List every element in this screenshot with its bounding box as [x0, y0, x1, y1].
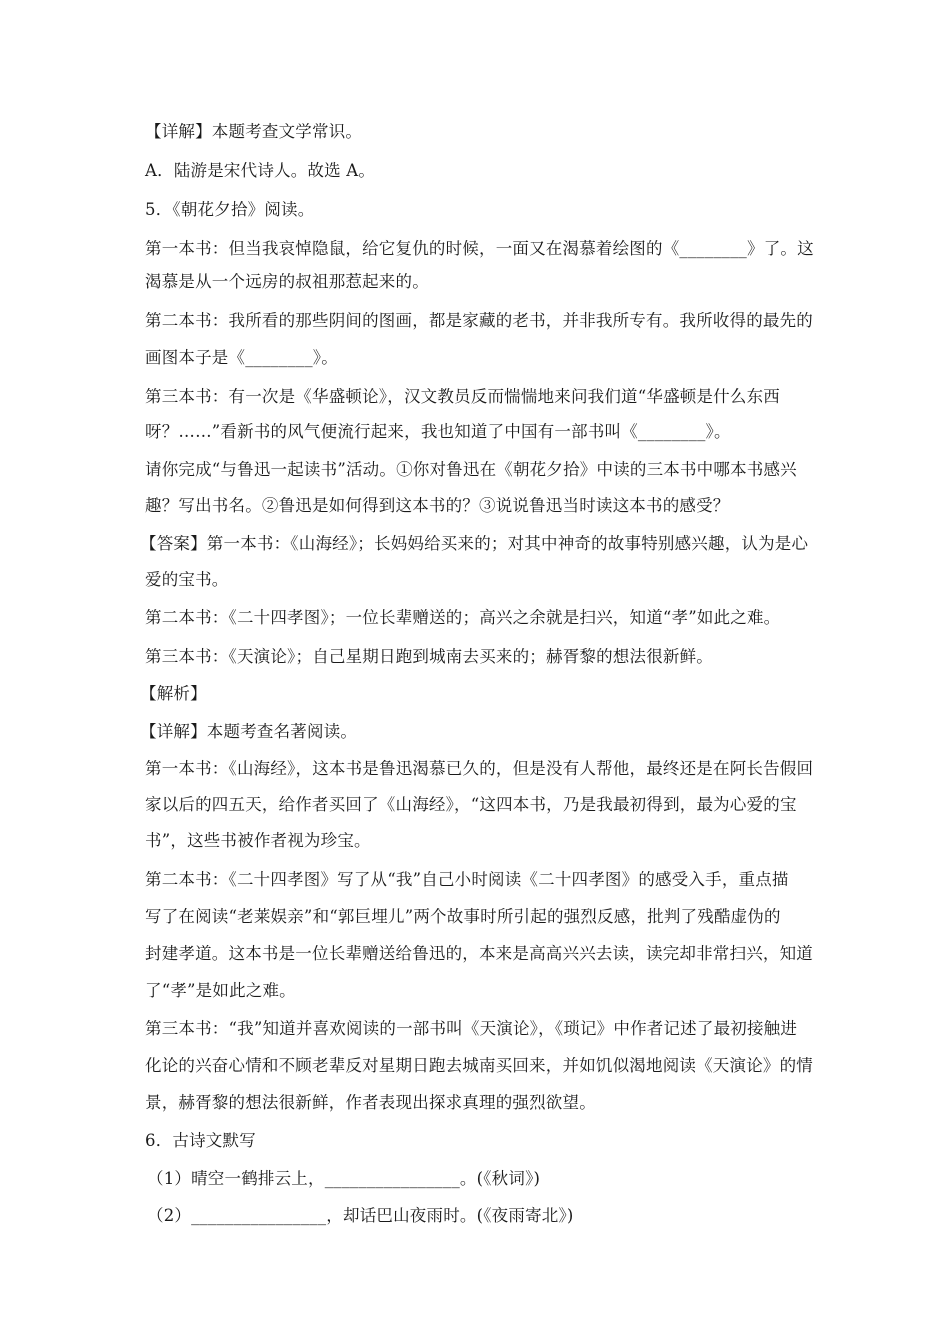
q5-task-line1: 请你完成“与鲁迅一起读书”活动。①你对鲁迅在《朝花夕拾》中读的三本书中哪本书感兴 [145, 460, 797, 479]
q5-detail-book1-line3: 书”，这些书被作者视为珍宝。 [145, 831, 371, 850]
q5-detail-book1-line1: 第一本书：《山海经》，这本书是鲁迅渴慕已久的，但是没有人帮他，最终还是在阿长告假回 [145, 759, 814, 778]
q5-book2-line2: 画图本子是《________》。 [145, 348, 338, 367]
q5-book1-line2: 渴慕是从一个远房的叔祖那惹起来的。 [145, 272, 429, 291]
question-6-title: 6．古诗文默写 [145, 1131, 256, 1150]
q5-detail-book1-line2: 家以后的四五天，给作者买回了《山海经》，“这四本书，乃是我最初得到，最为心爱的宝 [145, 795, 797, 814]
q5-detail-book2-line2: 写了在阅读“老莱娱亲”和“郭巨埋儿”两个故事时所引起的强烈反感，批判了残酷虚伪的 [145, 907, 781, 926]
q5-detail-heading: 【详解】本题考查名著阅读。 [140, 722, 358, 741]
q5-detail-book3-line3: 景，赫胥黎的想法很新鲜，作者表现出探求真理的强烈欲望。 [145, 1093, 596, 1112]
q5-answer-line2: 爱的宝书。 [145, 570, 229, 589]
q5-detail-book3-line2: 化论的兴奋心情和不顾老辈反对星期日跑去城南买回来，并如饥似渴地阅读《天演论》的情 [145, 1056, 813, 1075]
q5-detail-book2-line4: 了“孝”是如此之难。 [145, 981, 296, 1000]
q5-book3-line1: 第三本书：有一次是《华盛顿论》，汉文教员反而惴惴地来问我们道“华盛顿是什么东西 [145, 387, 780, 406]
answer-explanation-q4: A．陆游是宋代诗人。故选 A。 [145, 161, 376, 180]
detail-heading-q4: 【详解】本题考查文学常识。 [145, 122, 363, 141]
q5-detail-book2-line3: 封建孝道。这本书是一位长辈赠送给鲁迅的，本来是高高兴兴去读，读完却非常扫兴，知道 [145, 944, 813, 963]
q6-item-1: （1）晴空一鹤排云上，________________。(《秋词》) [147, 1169, 541, 1188]
q5-book3-line2: 呀？……”看新书的风气便流行起来，我也知道了中国有一部书叫《________》。 [145, 422, 731, 441]
q5-book1-line1: 第一本书：但当我哀悼隐鼠，给它复仇的时候，一面又在渴慕着绘图的《________》了。这 [145, 239, 814, 258]
q5-answer-line1: 【答案】第一本书：《山海经》；长妈妈给买来的；对其中神奇的故事特别感兴趣，认为是心 [140, 534, 809, 553]
q5-book2-line1: 第二本书：我所看的那些阴间的图画，都是家藏的老书，并非我所专有。我所收得的最先的 [145, 311, 813, 330]
q5-detail-book2-line1: 第二本书：《二十四孝图》写了从“我”自己小时阅读《二十四孝图》的感受入手，重点描 [145, 870, 789, 889]
q5-answer-book3: 第三本书：《天演论》；自己星期日跑到城南去买来的；赫胥黎的想法很新鲜。 [145, 647, 713, 666]
q5-detail-book3-line1: 第三本书：“我”知道并喜欢阅读的一部书叫《天演论》，《琐记》中作者记述了最初接触进 [145, 1019, 798, 1038]
q5-analysis-heading: 【解析】 [140, 684, 207, 703]
q5-task-line2: 趣？写出书名。②鲁迅是如何得到这本书的？③说说鲁迅当时读这本书的感受？ [145, 496, 730, 515]
question-5-title: 5．《朝花夕拾》阅读。 [145, 200, 315, 219]
q6-item-2: （2）________________，却话巴山夜雨时。(《夜雨寄北》) [147, 1206, 574, 1225]
q5-answer-book2: 第二本书：《二十四孝图》；一位长辈赠送的；高兴之余就是扫兴，知道“孝”如此之难。 [145, 608, 781, 627]
